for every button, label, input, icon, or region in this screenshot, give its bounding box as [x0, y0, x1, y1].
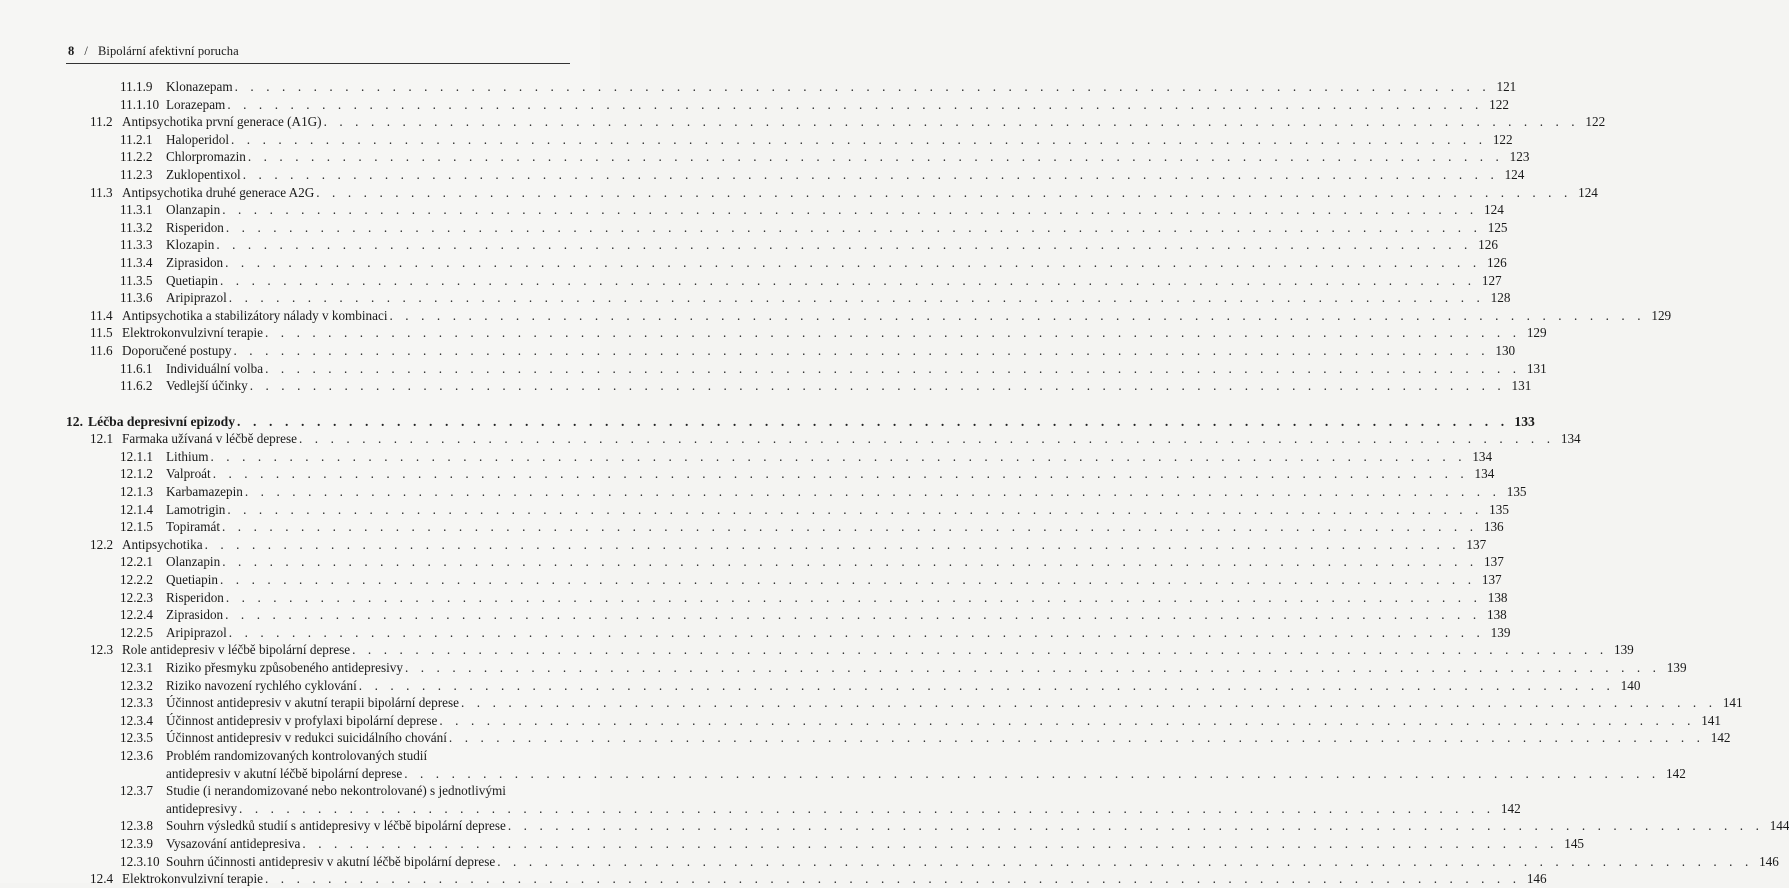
toc-entry-number: 12.3.5 — [120, 730, 153, 746]
toc-entry-title: Farmaka užívaná v léčbě deprese — [122, 431, 298, 447]
toc-leader-dots: . . . . . . . . . . . . . . . . . . . . . . . . . . . . . . . . . . . . . . . . . . . . . . . . . . . . . . . . . . . . . . . . . . . . . . . . . . . . . . . . — [237, 413, 1509, 429]
toc-entry-number: 12.3.1 — [120, 660, 153, 675]
toc-entry — [66, 236, 1498, 254]
toc-entry-page: 146 — [1526, 871, 1547, 887]
toc-entry — [66, 659, 1687, 677]
toc-entry-line — [166, 201, 1504, 219]
toc-entry-page: 140 — [1620, 677, 1641, 693]
toc-entry-line — [166, 166, 1525, 184]
toc-entry — [66, 166, 1525, 184]
toc-entry-line — [166, 659, 1687, 677]
toc-entry-title: Olanzapin — [166, 554, 221, 570]
toc-entry — [66, 641, 1634, 659]
toc-entry-number: 12.2.5 — [120, 624, 153, 640]
toc-leader-dots: . . . . . . . . . . . . . . . . . . . . . . . . . . . . . . . . . . . . . . . . . . . . . . . . . . . . . . . . . . . . . . . . . . . . . . . . . . . . . . . . — [225, 607, 1481, 623]
toc-leader-dots: . . . . . . . . . . . . . . . . . . . . . . . . . . . . . . . . . . . . . . . . . . . . . . . . . . . . . . . . . . . . . . . . . . . . . . . . . . . . . . . . — [404, 660, 1661, 675]
toc-entry — [66, 729, 1731, 747]
toc-entry-title: Vysazování antidepresiva — [166, 835, 301, 851]
toc-entry-page: 131 — [1526, 360, 1547, 376]
toc-leader-dots: . . . . . . . . . . . . . . . . . . . . . . . . . . . . . . . . . . . . . . . . . . . . . . . . . . . . . . . . . . . . . . . . . . . . . . . . . . . . . . . . — [242, 166, 1499, 182]
toc-leader-dots: . . . . . . . . . . . . . . . . . . . . . . . . . . . . . . . . . . . . . . . . . . . . . . . . . . . . . . . . . . . . . . . . . . . . . . . . . . . . . . . . — [439, 712, 1695, 728]
toc-entry-line — [166, 148, 1530, 166]
toc-entry-page: 142 — [1666, 765, 1686, 781]
toc-entry-number: 12.3.3 — [120, 695, 153, 711]
toc-entry-line — [166, 765, 1686, 783]
toc-entry — [66, 96, 1509, 114]
toc-entry-line — [166, 289, 1511, 307]
toc-entry-page: 121 — [1496, 79, 1517, 94]
toc-entry-title: Doporučené postupy — [122, 342, 232, 358]
toc-entry-page: 141 — [1722, 695, 1743, 711]
toc-entry-page: 135 — [1489, 501, 1509, 517]
toc-entry-line — [122, 307, 1672, 325]
toc-entry — [66, 465, 1495, 483]
toc-entry-number: 11.2.2 — [120, 149, 153, 165]
toc-entry — [66, 324, 1547, 342]
toc-entry-number: 12.1.2 — [120, 466, 153, 482]
toc-entry-number: 12.3.6 — [120, 747, 153, 763]
toc-section-11 — [66, 78, 1672, 395]
toc-entry-number: 11.3.6 — [120, 290, 153, 306]
toc-entry-title: Souhrn výsledků studií s antidepresivy v léčbě bipolární deprese — [166, 818, 506, 834]
toc-entry-title: Lorazepam — [166, 96, 226, 112]
header-separator: / — [84, 44, 88, 58]
toc-entry-page: 137 — [1484, 554, 1504, 570]
toc-section-12 — [66, 413, 1789, 888]
toc-entry-line — [166, 853, 1779, 871]
toc-entry-title: Antipsychotika a stabilizátory nálady v kombinaci — [122, 307, 388, 323]
page-number: 8 — [68, 44, 75, 58]
toc-entry-title: Valproát — [166, 466, 211, 482]
toc-entry — [66, 782, 571, 800]
toc-entry — [66, 817, 1789, 835]
toc-leader-dots: . . . . . . . . . . . . . . . . . . . . . . . . . . . . . . . . . . . . . . . . . . . . . . . . . . . . . . . . . . . . . . . . . . . . . . . . . . . . . . . . — [265, 360, 1521, 376]
toc-entry-title: Karbamazepin — [166, 484, 243, 500]
toc-entry-line — [166, 96, 1509, 114]
toc-entry — [66, 201, 1504, 219]
toc-entry — [66, 360, 1547, 378]
toc-entry-title: Aripiprazol — [166, 624, 227, 640]
toc-leader-dots: . . . . . . . . . . . . . . . . . . . . . . . . . . . . . . . . . . . . . . . . . . . . . . . . . . . . . . . . . . . . . . . . . . . . . . . . . . . . . . . . — [448, 730, 1705, 746]
toc-entry-number: 11.3.2 — [120, 219, 153, 235]
toc-leader-dots: . . . . . . . . . . . . . . . . . . . . . . . . . . . . . . . . . . . . . . . . . . . . . . . . . . . . . . . . . . . . . . . . . . . . . . . . . . . . . . . . — [247, 149, 1504, 165]
toc-entry — [66, 747, 571, 765]
toc-entry-number: 12.2.1 — [120, 554, 153, 570]
toc-entry-page: 139 — [1666, 660, 1687, 675]
toc-entry — [66, 131, 1513, 149]
book-title: Bipolární afektivní porucha — [97, 44, 239, 58]
toc-entry-page: 129 — [1651, 307, 1672, 323]
toc-entry-number: 11.3.5 — [120, 272, 153, 288]
toc-entry-page: 124 — [1484, 202, 1504, 218]
toc-entry-line — [166, 817, 1789, 835]
toc-entry-line — [166, 694, 1743, 712]
toc-entry-line — [166, 236, 1498, 254]
toc-leader-dots: . . . . . . . . . . . . . . . . . . . . . . . . . . . . . . . . . . . . . . . . . . . . . . . . . . . . . . . . . . . . . . . . . . . . . . . . . . . . . . . . — [244, 484, 1501, 500]
toc-leader-dots: . . . . . . . . . . . . . . . . . . . . . . . . . . . . . . . . . . . . . . . . . . . . . . . . . . . . . . . . . . . . . . . . . . . . . . . . . . . . . . . . — [249, 378, 1506, 394]
toc-entry-page: 134 — [1560, 431, 1581, 447]
toc-leader-dots: . . . . . . . . . . . . . . . . . . . . . . . . . . . . . . . . . . . . . . . . . . . . . . . . . . . . . . . . . . . . . . . . . . . . . . . . . . . . . . . . — [507, 818, 1764, 834]
toc-entry-title: Olanzapin — [166, 202, 221, 218]
toc-entry-page: 136 — [1483, 519, 1504, 535]
table-of-contents — [66, 78, 1789, 888]
toc-leader-dots: . . . . . . . . . . . . . . . . . . . . . . . . . . . . . . . . . . . . . . . . . . . . . . . . . . . . . . . . . . . . . . . . . . . . . . . . . . . . . . . . — [265, 871, 1521, 887]
toc-entry — [66, 430, 1581, 448]
toc-leader-dots: . . . . . . . . . . . . . . . . . . . . . . . . . . . . . . . . . . . . . . . . . . . . . . . . . . . . . . . . . . . . . . . . . . . . . . . . . . . . . . . . — [210, 448, 1467, 464]
toc-entry-title: Lamotrigin — [166, 501, 226, 517]
toc-entry-line — [122, 113, 1606, 131]
toc-entry-title: Účinnost antidepresiv v akutní terapii bipolární deprese — [166, 695, 459, 711]
toc-leader-dots: . . . . . . . . . . . . . . . . . . . . . . . . . . . . . . . . . . . . . . . . . . . . . . . . . . . . . . . . . . . . . . . . . . . . . . . . . . . . . . . . — [212, 466, 1469, 482]
toc-entry-page: 125 — [1487, 219, 1508, 235]
toc-entry-page: 137 — [1466, 536, 1487, 552]
toc-leader-dots: . . . . . . . . . . . . . . . . . . . . . . . . . . . . . . . . . . . . . . . . . . . . . . . . . . . . . . . . . . . . . . . . . . . . . . . . . . . . . . . . — [225, 254, 1481, 270]
toc-entry-number: 12.1.4 — [120, 501, 153, 517]
toc-entry-number: 12.3 — [90, 642, 114, 658]
toc-entry-line — [88, 413, 1535, 431]
toc-entry-page: 138 — [1486, 607, 1507, 623]
toc-entry-title: Topiramát — [166, 519, 221, 535]
toc-entry-title: Elektrokonvulzivní terapie — [122, 871, 263, 887]
toc-entry-title: Klonazepam — [166, 79, 233, 94]
toc-leader-dots: . . . . . . . . . . . . . . . . . . . . . . . . . . . . . . . . . . . . . . . . . . . . . . . . . . . . . . . . . . . . . . . . . . . . . . . . . . . . . . . . — [220, 572, 1476, 588]
toc-entry — [66, 765, 1686, 783]
toc-leader-dots: . . . . . . . . . . . . . . . . . . . . . . . . . . . . . . . . . . . . . . . . . . . . . . . . . . . . . . . . . . . . . . . . . . . . . . . . . . . . . . . . — [358, 677, 1615, 693]
toc-entry-page: 124 — [1578, 184, 1598, 200]
toc-entry-page: 122 — [1585, 114, 1606, 130]
toc-entry-number: 11.6.1 — [120, 360, 153, 376]
toc-entry-number: 11.1.10 — [120, 96, 160, 112]
toc-entry — [66, 413, 1535, 431]
toc-entry-line — [122, 324, 1547, 342]
toc-entry-number: 12.1.1 — [120, 448, 153, 464]
toc-leader-dots: . . . . . . . . . . . . . . . . . . . . . . . . . . . . . . . . . . . . . . . . . . . . . . . . . . . . . . . . . . . . . . . . . . . . . . . . . . . . . . . . — [231, 131, 1487, 147]
toc-entry-title: Ziprasidon — [166, 607, 224, 623]
toc-entry — [66, 853, 1779, 871]
toc-entry — [66, 553, 1504, 571]
toc-entry-number: 11.2.3 — [120, 166, 153, 182]
toc-entry — [66, 589, 1508, 607]
toc-entry-page: 141 — [1701, 712, 1721, 728]
toc-entry-title: Riziko přesmyku způsobeného antidepresivy — [166, 660, 403, 675]
toc-entry-line — [166, 377, 1532, 395]
toc-leader-dots: . . . . . . . . . . . . . . . . . . . . . . . . . . . . . . . . . . . . . . . . . . . . . . . . . . . . . . . . . . . . . . . . . . . . . . . . . . . . . . . . — [404, 765, 1660, 781]
toc-entry-number: 11.5 — [90, 325, 113, 341]
toc-entry-page: 135 — [1506, 484, 1527, 500]
toc-entry-line — [122, 184, 1598, 202]
toc-entry — [66, 606, 1507, 624]
toc-entry — [66, 677, 1641, 695]
toc-entry-title: Individuální volba — [166, 360, 264, 376]
toc-entry-number: 12.1.5 — [120, 519, 153, 535]
toc-entry-page: 124 — [1504, 166, 1525, 182]
toc-entry-title: Léčba depresivní epizody — [88, 413, 236, 429]
toc-leader-dots: . . . . . . . . . . . . . . . . . . . . . . . . . . . . . . . . . . . . . . . . . . . . . . . . . . . . . . . . . . . . . . . . . . . . . . . . . . . . . . . . — [299, 431, 1555, 447]
toc-leader-dots: . . . . . . . . . . . . . . . . . . . . . . . . . . . . . . . . . . . . . . . . . . . . . . . . . . . . . . . . . . . . . . . . . . . . . . . . . . . . . . . . — [204, 536, 1461, 552]
toc-entry-line — [166, 800, 1521, 818]
toc-leader-dots: . . . . . . . . . . . . . . . . . . . . . . . . . . . . . . . . . . . . . . . . . . . . . . . . . . . . . . . . . . . . . . . . . . . . . . . . . . . . . . . . — [225, 589, 1482, 605]
toc-entry-page: 133 — [1514, 413, 1535, 429]
toc-entry — [66, 289, 1511, 307]
toc-entry-number: 11.2.1 — [120, 131, 153, 147]
toc-entry — [66, 78, 1517, 96]
toc-entry — [66, 219, 1508, 237]
toc-entry-line — [166, 747, 571, 765]
toc-entry-number: 12.3.7 — [120, 783, 153, 799]
toc-entry-line — [166, 677, 1641, 695]
toc-entry-title: Antipsychotika první generace (A1G) — [122, 114, 322, 130]
toc-entry-line — [166, 465, 1495, 483]
header-rule — [66, 63, 570, 64]
toc-entry-line — [122, 342, 1516, 360]
toc-entry-line — [166, 571, 1502, 589]
toc-entry-title: Antipsychotika druhé generace A2G — [122, 184, 315, 200]
toc-entry-title: Lithium — [166, 448, 209, 464]
toc-entry-page: 139 — [1490, 624, 1511, 640]
toc-entry-line — [166, 272, 1502, 290]
toc-entry-title: antidepresivy — [166, 800, 238, 816]
toc-entry-page: 134 — [1474, 466, 1495, 482]
toc-entry — [66, 694, 1743, 712]
toc-entry — [66, 501, 1509, 519]
toc-entry-page: 129 — [1526, 325, 1547, 341]
toc-entry-line — [166, 360, 1547, 378]
running-head — [68, 44, 239, 59]
toc-entry-page: 127 — [1481, 272, 1502, 288]
toc-leader-dots: . . . . . . . . . . . . . . . . . . . . . . . . . . . . . . . . . . . . . . . . . . . . . . . . . . . . . . . . . . . . . . . . . . . . . . . . . . . . . . . . — [239, 800, 1495, 816]
toc-entry-line — [122, 536, 1487, 554]
toc-entry-number: 11.6.2 — [120, 378, 153, 394]
toc-entry-title: Souhrn účinnosti antidepresiv v akutní léčbě bipolární deprese — [166, 853, 496, 869]
toc-entry-number: 12.2 — [90, 536, 114, 552]
toc-entry-page: 138 — [1487, 589, 1508, 605]
toc-entry-line — [122, 641, 1634, 659]
toc-entry — [66, 184, 1598, 202]
toc-entry-line — [166, 518, 1504, 536]
toc-entry-number: 12. — [66, 413, 83, 429]
toc-entry-page: 131 — [1511, 378, 1532, 394]
toc-leader-dots: . . . . . . . . . . . . . . . . . . . . . . . . . . . . . . . . . . . . . . . . . . . . . . . . . . . . . . . . . . . . . . . . . . . . . . . . . . . . . . . . — [316, 184, 1572, 200]
toc-entry — [66, 870, 1547, 888]
toc-entry-title: antidepresiv v akutní léčbě bipolární deprese — [166, 765, 403, 781]
toc-leader-dots: . . . . . . . . . . . . . . . . . . . . . . . . . . . . . . . . . . . . . . . . . . . . . . . . . . . . . . . . . . . . . . . . . . . . . . . . . . . . . . . . — [222, 202, 1478, 218]
toc-entry-number: 12.2.3 — [120, 589, 153, 605]
toc-leader-dots: . . . . . . . . . . . . . . . . . . . . . . . . . . . . . . . . . . . . . . . . . . . . . . . . . . . . . . . . . . . . . . . . . . . . . . . . . . . . . . . . — [222, 519, 1478, 535]
toc-entry — [66, 518, 1504, 536]
toc-entry-number: 12.3.2 — [120, 677, 153, 693]
toc-entry-line — [166, 729, 1731, 747]
toc-leader-dots: . . . . . . . . . . . . . . . . . . . . . . . . . . . . . . . . . . . . . . . . . . . . . . . . . . . . . . . . . . . . . . . . . . . . . . . . . . . . . . . . — [227, 501, 1483, 517]
toc-entry-title: Antipsychotika — [122, 536, 203, 552]
toc-leader-dots: . . . . . . . . . . . . . . . . . . . . . . . . . . . . . . . . . . . . . . . . . . . . . . . . . . . . . . . . . . . . . . . . . . . . . . . . . . . . . . . . — [228, 290, 1485, 306]
toc-entry-number: 11.3 — [90, 184, 113, 200]
toc-entry-line — [166, 483, 1527, 501]
toc-entry — [66, 712, 1721, 730]
toc-entry-number: 12.1.3 — [120, 484, 153, 500]
toc-entry-number: 12.3.10 — [120, 853, 160, 869]
toc-entry — [66, 800, 1521, 818]
toc-leader-dots: . . . . . . . . . . . . . . . . . . . . . . . . . . . . . . . . . . . . . . . . . . . . . . . . . . . . . . . . . . . . . . . . . . . . . . . . . . . . . . . . — [265, 325, 1521, 341]
toc-leader-dots: . . . . . . . . . . . . . . . . . . . . . . . . . . . . . . . . . . . . . . . . . . . . . . . . . . . . . . . . . . . . . . . . . . . . . . . . . . . . . . . . — [302, 835, 1559, 851]
toc-entry-number: 12.4 — [90, 871, 114, 887]
toc-entry-line — [166, 589, 1508, 607]
toc-entry-page: 130 — [1495, 342, 1516, 358]
toc-entry-title: Role antidepresiv v léčbě bipolární deprese — [122, 642, 351, 658]
toc-entry-page: 145 — [1564, 835, 1585, 851]
toc-entry — [66, 448, 1493, 466]
toc-entry-line — [166, 606, 1507, 624]
toc-entry-title: Vedlejší účinky — [166, 378, 248, 394]
section-gap — [66, 395, 571, 413]
toc-entry-line — [122, 430, 1581, 448]
toc-entry-page: 144 — [1769, 818, 1789, 834]
toc-entry-title: Aripiprazol — [166, 290, 227, 306]
toc-entry — [66, 254, 1507, 272]
toc-entry-title: Elektrokonvulzivní terapie — [122, 325, 263, 341]
toc-entry-number: 12.2.2 — [120, 572, 153, 588]
toc-leader-dots: . . . . . . . . . . . . . . . . . . . . . . . . . . . . . . . . . . . . . . . . . . . . . . . . . . . . . . . . . . . . . . . . . . . . . . . . . . . . . . . . — [460, 695, 1717, 711]
toc-entry-line — [166, 448, 1493, 466]
toc-entry-title: Klozapin — [166, 237, 215, 253]
toc-entry-line — [166, 782, 571, 800]
toc-entry — [66, 272, 1502, 290]
toc-entry-title: Problém randomizovaných kontrolovaných studií — [166, 747, 428, 763]
toc-entry-title: Studie (i nerandomizované nebo nekontrolované) s jednotlivými — [166, 783, 506, 799]
toc-entry-line — [166, 712, 1721, 730]
toc-leader-dots: . . . . . . . . . . . . . . . . . . . . . . . . . . . . . . . . . . . . . . . . . . . . . . . . . . . . . . . . . . . . . . . . . . . . . . . . . . . . . . . . — [227, 96, 1483, 112]
toc-entry-line — [166, 501, 1509, 519]
toc-entry — [66, 342, 1516, 360]
toc-entry-number: 11.2 — [90, 114, 113, 130]
toc-entry-page: 142 — [1500, 800, 1521, 816]
toc-entry-line — [166, 131, 1513, 149]
toc-entry — [66, 113, 1606, 131]
toc-leader-dots: . . . . . . . . . . . . . . . . . . . . . . . . . . . . . . . . . . . . . . . . . . . . . . . . . . . . . . . . . . . . . . . . . . . . . . . . . . . . . . . . — [323, 114, 1580, 130]
toc-entry-number: 11.6 — [90, 342, 113, 358]
toc-entry-page: 134 — [1472, 448, 1493, 464]
toc-entry-line — [166, 254, 1507, 272]
toc-entry-number: 11.3.1 — [120, 202, 153, 218]
toc-entry-number: 12.1 — [90, 431, 114, 447]
toc-entry — [66, 835, 1585, 853]
toc-entry-page: 146 — [1759, 853, 1779, 869]
toc-entry — [66, 571, 1502, 589]
toc-leader-dots: . . . . . . . . . . . . . . . . . . . . . . . . . . . . . . . . . . . . . . . . . . . . . . . . . . . . . . . . . . . . . . . . . . . . . . . . . . . . . . . . — [225, 219, 1482, 235]
toc-leader-dots: . . . . . . . . . . . . . . . . . . . . . . . . . . . . . . . . . . . . . . . . . . . . . . . . . . . . . . . . . . . . . . . . . . . . . . . . . . . . . . . . — [222, 554, 1478, 570]
toc-entry-page: 123 — [1509, 149, 1530, 165]
toc-leader-dots: . . . . . . . . . . . . . . . . . . . . . . . . . . . . . . . . . . . . . . . . . . . . . . . . . . . . . . . . . . . . . . . . . . . . . . . . . . . . . . . . — [216, 237, 1472, 253]
toc-entry-page: 126 — [1486, 254, 1507, 270]
toc-entry — [66, 307, 1672, 325]
toc-entry-title: Quetiapin — [166, 572, 219, 588]
toc-entry-number: 11.3.3 — [120, 237, 153, 253]
toc-entry-page: 128 — [1490, 290, 1511, 306]
toc-leader-dots: . . . . . . . . . . . . . . . . . . . . . . . . . . . . . . . . . . . . . . . . . . . . . . . . . . . . . . . . . . . . . . . . . . . . . . . . . . . . . . . . — [233, 342, 1490, 358]
toc-entry-title: Quetiapin — [166, 272, 219, 288]
toc-entry-title: Účinnost antidepresiv v profylaxi bipolární deprese — [166, 712, 438, 728]
toc-entry-line — [166, 78, 1517, 96]
toc-entry-line — [166, 624, 1511, 642]
toc-entry-title: Risperidon — [166, 589, 224, 605]
toc-entry — [66, 624, 1511, 642]
toc-entry-title: Haloperidol — [166, 131, 229, 147]
toc-entry-page: 126 — [1478, 237, 1498, 253]
toc-entry-title: Riziko navození rychlého cyklování — [166, 677, 357, 693]
toc-leader-dots: . . . . . . . . . . . . . . . . . . . . . . . . . . . . . . . . . . . . . . . . . . . . . . . . . . . . . . . . . . . . . . . . . . . . . . . . . . . . . . . . — [352, 642, 1608, 658]
toc-entry-page: 122 — [1489, 96, 1509, 112]
toc-leader-dots: . . . . . . . . . . . . . . . . . . . . . . . . . . . . . . . . . . . . . . . . . . . . . . . . . . . . . . . . . . . . . . . . . . . . . . . . . . . . . . . . — [220, 272, 1476, 288]
toc-leader-dots: . . . . . . . . . . . . . . . . . . . . . . . . . . . . . . . . . . . . . . . . . . . . . . . . . . . . . . . . . . . . . . . . . . . . . . . . . . . . . . . . — [497, 853, 1753, 869]
toc-entry-title: Účinnost antidepresiv v redukci suicidálního chování — [166, 730, 447, 746]
toc-entry-page: 137 — [1481, 572, 1502, 588]
toc-leader-dots: . . . . . . . . . . . . . . . . . . . . . . . . . . . . . . . . . . . . . . . . . . . . . . . . . . . . . . . . . . . . . . . . . . . . . . . . . . . . . . . . — [389, 307, 1646, 323]
toc-entry — [66, 536, 1487, 554]
toc-entry-number: 12.3.9 — [120, 835, 153, 851]
toc-entry-number: 11.1.9 — [120, 79, 153, 94]
toc-entry-page: 122 — [1492, 131, 1513, 147]
toc-entry-page: 142 — [1710, 730, 1731, 746]
toc-entry-title: Chlorpromazin — [166, 149, 246, 165]
toc-entry-number: 11.3.4 — [120, 254, 153, 270]
toc-entry-number: 12.2.4 — [120, 607, 153, 623]
toc-entry-number: 12.3.4 — [120, 712, 153, 728]
toc-entry-title: Risperidon — [166, 219, 224, 235]
toc-entry-line — [166, 219, 1508, 237]
toc-leader-dots: . . . . . . . . . . . . . . . . . . . . . . . . . . . . . . . . . . . . . . . . . . . . . . . . . . . . . . . . . . . . . . . . . . . . . . . . . . . . . . . . — [234, 79, 1491, 94]
toc-entry-title: Ziprasidon — [166, 254, 224, 270]
toc-entry — [66, 483, 1527, 501]
toc-entry-number: 12.3.8 — [120, 818, 153, 834]
toc-entry-number: 11.4 — [90, 307, 113, 323]
toc-entry-line — [122, 870, 1547, 888]
toc-entry-title: Zuklopentixol — [166, 166, 241, 182]
toc-entry-page: 139 — [1613, 642, 1634, 658]
toc-entry-line — [166, 835, 1585, 853]
toc-entry — [66, 148, 1530, 166]
toc-leader-dots: . . . . . . . . . . . . . . . . . . . . . . . . . . . . . . . . . . . . . . . . . . . . . . . . . . . . . . . . . . . . . . . . . . . . . . . . . . . . . . . . — [228, 624, 1485, 640]
toc-entry — [66, 377, 1532, 395]
toc-entry-line — [166, 553, 1504, 571]
